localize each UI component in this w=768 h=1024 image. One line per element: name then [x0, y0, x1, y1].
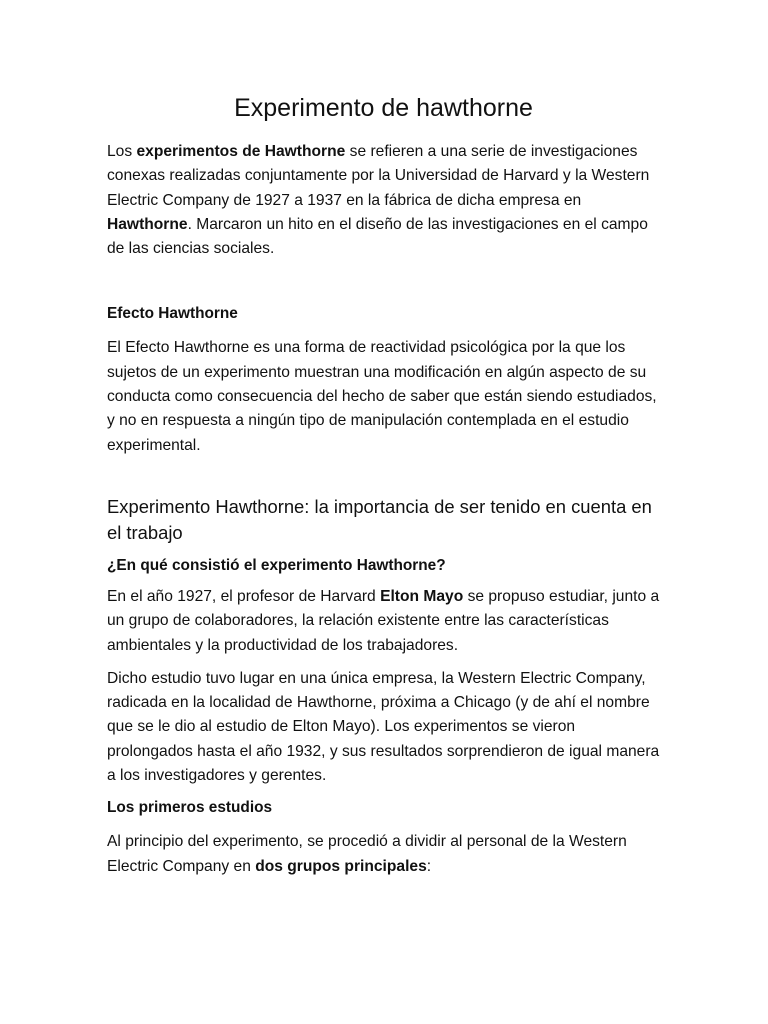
section-subheading: ¿En qué consistió el experimento Hawthorne?: [107, 556, 446, 574]
elton-mayo-paragraph: [107, 585, 660, 658]
p3-text-1: Al principio del experimento, se procedió a dividir al personal de la Western Electric Company en: [107, 833, 627, 875]
intro-bold-1: experimentos de Hawthorne: [136, 143, 346, 160]
western-electric-paragraph: Dicho estudio tuvo lugar en una única empresa, la Western Electric Company, radicada en la localidad de Hawthorne, próxima a Chicago (y de ahí el nombre que se le dio al estudio de Elton Mayo). Los experimentos se vieron prolongados hasta el año 1932, y sus resultados sorprendieron de igual manera a los investigadores y gerentes.: [107, 669, 660, 785]
p3-bold-1: dos grupos principales: [255, 857, 427, 875]
p3-text-2: :: [426, 857, 432, 875]
intro-text-2: se refieren a una serie de investigaciones conexas realizadas conjuntamente por la Universidad de Harvard y la Western Electric Company de 1927 a 1937 en la fábrica de dicha empresa en: [107, 143, 650, 209]
intro-text-1: Los: [107, 143, 137, 160]
document-title: Experimento de hawthorne: [234, 94, 533, 122]
p1-text-1: En el año 1927, el profesor de Harvard: [107, 587, 381, 605]
p1-text-2: se propuso estudiar, junto a un grupo de colaboradores, la relación existente entre las características ambientales y la productividad de los trabajadores.: [107, 587, 660, 654]
dos-grupos-paragraph: [107, 830, 660, 879]
intro-bold-2: Hawthorne: [107, 215, 188, 233]
efecto-heading: Efecto Hawthorne: [107, 305, 238, 323]
primeros-estudios-heading: Los primeros estudios: [107, 799, 273, 817]
intro-paragraph: [107, 140, 660, 261]
section-heading: Experimento Hawthorne: la importancia de ser tenido en cuenta en el trabajo: [107, 495, 652, 543]
p1-bold-1: Elton Mayo: [380, 587, 464, 605]
efecto-paragraph: El Efecto Hawthorne es una forma de reactividad psicológica por la que los sujetos de un experimento muestran una modificación en algún aspecto de su conducta como consecuencia del hecho de saber que están siendo estudiados, y no en respuesta a ningún tipo de manipulación contemplada en el estudio experimental.: [107, 339, 657, 454]
intro-text-3: . Marcaron un hito en el diseño de las investigaciones en el campo de las ciencias sociales.: [107, 215, 648, 258]
